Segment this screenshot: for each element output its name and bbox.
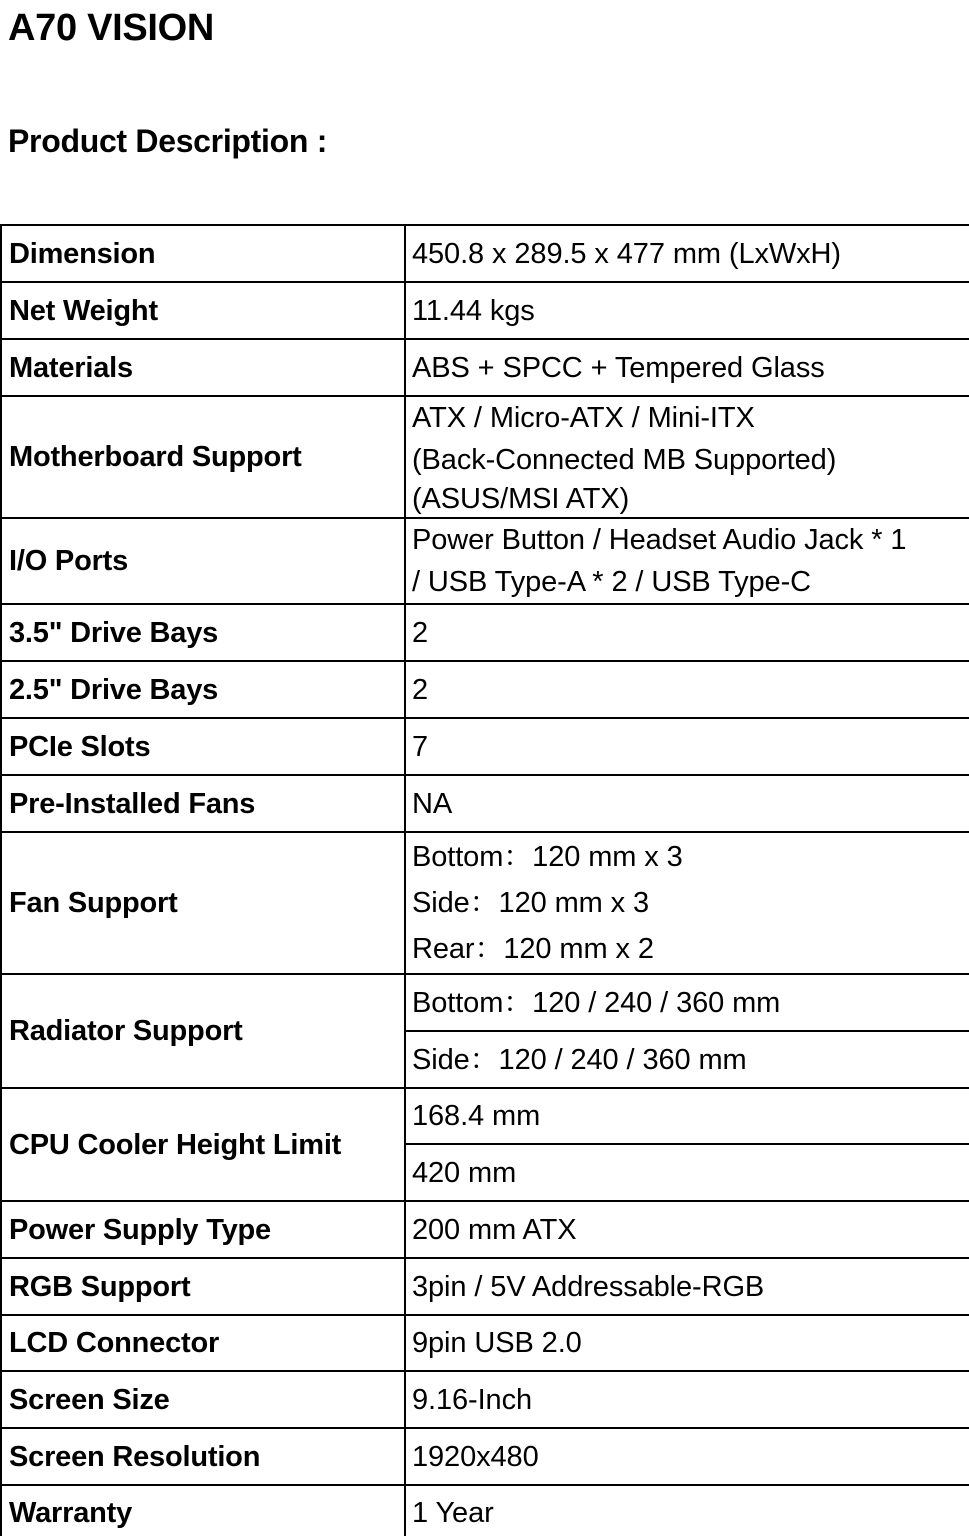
spec-value: 450.8 x 289.5 x 477 mm (LxWxH): [405, 225, 969, 282]
spec-value: 2: [405, 661, 969, 718]
spec-value: 9.16-Inch: [405, 1371, 969, 1428]
spec-value: [405, 396, 969, 518]
spec-row-cpu-cooler-height: [1, 1088, 969, 1144]
spec-value: 9pin USB 2.0: [405, 1315, 969, 1371]
spec-value: 3pin / 5V Addressable-RGB: [405, 1258, 969, 1315]
spec-label: Screen Size: [1, 1371, 405, 1428]
spec-label: Power Supply Type: [1, 1201, 405, 1258]
spec-row-screen-resolution: [1, 1428, 969, 1485]
spec-value: 168.4 mm: [405, 1088, 969, 1144]
spec-value: [405, 518, 969, 604]
spec-value: NA: [405, 775, 969, 832]
spec-row-drive-bays-35: [1, 604, 969, 661]
page-title: A70 VISION: [8, 7, 215, 49]
spec-value: Bottom：120 / 240 / 360 mm: [405, 974, 969, 1031]
spec-row-rgb-support: [1, 1258, 969, 1315]
spec-label: Motherboard Support: [1, 396, 405, 518]
spec-row-pre-installed-fans: [1, 775, 969, 832]
spec-label: 2.5" Drive Bays: [1, 661, 405, 718]
spec-label: Warranty: [1, 1485, 405, 1536]
spec-label: Fan Support: [1, 832, 405, 974]
spec-label: Pre-Installed Fans: [1, 775, 405, 832]
spec-label: Dimension: [1, 225, 405, 282]
spec-value-line: Bottom：120 mm x 3: [412, 841, 683, 873]
section-heading: Product Description :: [8, 123, 328, 159]
spec-row-materials: [1, 339, 969, 396]
spec-row-motherboard-support: [1, 396, 969, 518]
spec-value: 420 mm: [405, 1144, 969, 1201]
spec-label: Net Weight: [1, 282, 405, 339]
spec-value-line: Side：120 mm x 3: [412, 887, 650, 919]
spec-table: [0, 224, 969, 1536]
spec-label: Screen Resolution: [1, 1428, 405, 1485]
spec-row-dimension: [1, 225, 969, 282]
spec-value: 7: [405, 718, 969, 775]
spec-label: I/O Ports: [1, 518, 405, 604]
spec-label: 3.5" Drive Bays: [1, 604, 405, 661]
spec-value-line: Power Button / Headset Audio Jack * 1: [412, 524, 907, 556]
spec-value-line: / USB Type-A * 2 / USB Type-C: [412, 566, 811, 598]
spec-value: [405, 832, 969, 974]
spec-label: LCD Connector: [1, 1315, 405, 1371]
spec-value-line: (Back-Connected MB Supported): [412, 444, 837, 476]
spec-row-radiator-support: [1, 974, 969, 1031]
spec-row-power-supply-type: [1, 1201, 969, 1258]
spec-row-pcie-slots: [1, 718, 969, 775]
spec-value-line: Rear：120 mm x 2: [412, 933, 654, 965]
spec-row-lcd-connector: [1, 1315, 969, 1371]
spec-row-screen-size: [1, 1371, 969, 1428]
spec-value: 1920x480: [405, 1428, 969, 1485]
spec-value-line: (ASUS/MSI ATX): [412, 483, 630, 515]
spec-value: 200 mm ATX: [405, 1201, 969, 1258]
spec-row-drive-bays-25: [1, 661, 969, 718]
spec-label: CPU Cooler Height Limit: [1, 1088, 405, 1201]
spec-value: 11.44 kgs: [405, 282, 969, 339]
spec-value: 1 Year: [405, 1485, 969, 1536]
spec-label: RGB Support: [1, 1258, 405, 1315]
spec-row-warranty: [1, 1485, 969, 1536]
spec-row-net-weight: [1, 282, 969, 339]
spec-label: Radiator Support: [1, 974, 405, 1088]
spec-value: ABS + SPCC + Tempered Glass: [405, 339, 969, 396]
spec-label: Materials: [1, 339, 405, 396]
spec-value-line: ATX / Micro-ATX / Mini-ITX: [412, 402, 755, 434]
spec-value: Side：120 / 240 / 360 mm: [405, 1031, 969, 1088]
spec-row-fan-support: [1, 832, 969, 974]
spec-value: 2: [405, 604, 969, 661]
spec-row-io-ports: [1, 518, 969, 604]
spec-label: PCIe Slots: [1, 718, 405, 775]
